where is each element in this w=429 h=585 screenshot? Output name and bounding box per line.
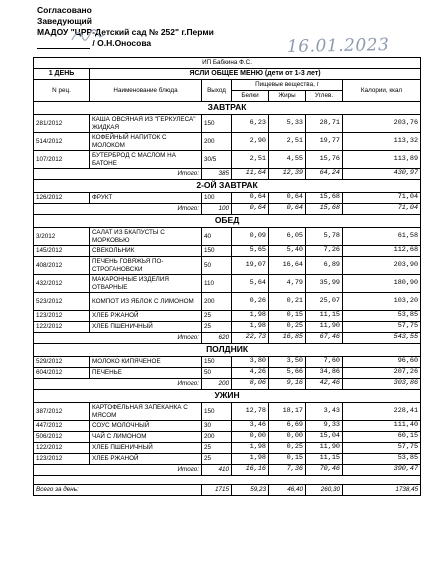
yield-value: 50 [202,257,232,275]
kcal-value: 207,26 [343,368,421,379]
spacer-cell [34,476,421,485]
grand-total-yield: 1715 [202,485,232,496]
menu-day: 1 ДЕНЬ [34,69,90,80]
dish-name: ПЕЧЕНЬ ГОВЯЖЬЯ ПО-СТРОГАНОВСКИ [90,257,202,275]
total-kcal: 543,55 [343,333,421,344]
col-protein: Белки [232,91,269,102]
fat-value: 16,64 [269,257,306,275]
menu-table [33,57,421,496]
kcal-value: 57,75 [343,443,421,454]
table-row [34,311,421,322]
col-dish: Наименование блюда [90,80,202,102]
recipe-number: 523/2012 [34,293,90,311]
yield-value: 200 [202,133,232,151]
dish-name: МОЛОКО КИПЯЧЕНОЕ [90,357,202,368]
protein-value: 1,98 [232,454,269,465]
protein-value: 6,23 [232,115,269,133]
total-protein: 8,06 [232,379,269,390]
col-carbs: Углев. [306,91,343,102]
yield-value: 50 [202,368,232,379]
table-row [34,228,421,246]
kcal-value: 203,90 [343,257,421,275]
recipe-number: 447/2012 [34,421,90,432]
dish-name: КАРТОФЕЛЬНАЯ ЗАПЕКАНКА С МЯСОМ [90,403,202,421]
carbs-value: 15,68 [306,193,343,204]
section-title: ПОЛДНИК [34,344,421,357]
yield-value: 40 [202,228,232,246]
dish-name: ХЛЕБ ПШЕНИЧНЫЙ [90,443,202,454]
kcal-value: 111,40 [343,421,421,432]
total-yield: 620 [202,333,232,344]
kcal-value: 71,04 [343,193,421,204]
total-fat: 0,64 [269,204,306,215]
dish-name: ЧАЙ С ЛИМОНОМ [90,432,202,443]
kcal-value: 61,58 [343,228,421,246]
recipe-number: 123/2012 [34,454,90,465]
table-row [34,133,421,151]
total-fat: 7,36 [269,465,306,476]
table-row [34,293,421,311]
col-yield: Выход [202,80,232,102]
yield-value: 200 [202,293,232,311]
dish-name: ХЛЕБ ПШЕНИЧНЫЙ [90,322,202,333]
total-carbs: 67,46 [306,333,343,344]
protein-value: 2,51 [232,151,269,169]
table-row [34,443,421,454]
total-carbs: 64,24 [306,169,343,180]
protein-value: 1,98 [232,311,269,322]
grand-total-kcal: 1738,45 [343,485,421,496]
protein-value: 3,46 [232,421,269,432]
dish-name: БУТЕРБРОД С МАСЛОМ НА БАТОНЕ [90,151,202,169]
total-label: Итого: [34,379,202,390]
spacer-row [34,476,421,485]
section-total-row [34,204,421,215]
carbs-value: 25,07 [306,293,343,311]
protein-value: 19,07 [232,257,269,275]
fat-value: 0,15 [269,311,306,322]
yield-value: 150 [202,357,232,368]
total-protein: 22,73 [232,333,269,344]
section-title: УЖИН [34,390,421,403]
recipe-number: 122/2012 [34,443,90,454]
total-yield: 200 [202,379,232,390]
yield-value: 110 [202,275,232,293]
dish-name: ПЕЧЕНЬЕ [90,368,202,379]
grand-total-fat: 46,40 [269,485,306,496]
menu-title: ЯСЛИ ОБЩЕЕ МЕНЮ (дети от 1-3 лет) [90,69,421,80]
col-fat: Жиры [269,91,306,102]
carbs-value: 9,33 [306,421,343,432]
total-fat: 16,85 [269,333,306,344]
fat-value: 18,17 [269,403,306,421]
yield-value: 30/5 [202,151,232,169]
carbs-value: 5,78 [306,228,343,246]
protein-value: 12,78 [232,403,269,421]
protein-value: 5,65 [232,246,269,257]
col-nutrients: Пищевые вещества, г [232,80,343,91]
fat-value: 3,50 [269,357,306,368]
approval-line-1: Согласовано [37,5,92,15]
fat-value: 0,25 [269,443,306,454]
carbs-value: 6,89 [306,257,343,275]
kcal-value: 228,41 [343,403,421,421]
table-row [34,421,421,432]
section-total-row [34,379,421,390]
dish-name: ФРУКТ [90,193,202,204]
dish-name: ХЛЕБ РЖАНОЙ [90,454,202,465]
fat-value: 0,25 [269,322,306,333]
table-row [34,275,421,293]
total-protein: 0,64 [232,204,269,215]
section-title: ОБЕД [34,215,421,228]
fat-value: 0,21 [269,293,306,311]
recipe-number: 122/2012 [34,322,90,333]
kcal-value: 96,60 [343,357,421,368]
kcal-value: 53,85 [343,311,421,322]
yield-value: 30 [202,421,232,432]
carbs-value: 11,90 [306,443,343,454]
protein-value: 4,26 [232,368,269,379]
recipe-number: 107/2012 [34,151,90,169]
table-row [34,454,421,465]
total-yield: 385 [202,169,232,180]
carbs-value: 7,26 [306,246,343,257]
protein-value: 0,09 [232,228,269,246]
dish-name: КАША ОВСЯНАЯ ИЗ "ГЕРКУЛЕСА" ЖИДКАЯ [90,115,202,133]
table-row [34,193,421,204]
signature-scribble [70,28,106,44]
section-title: 2-ОЙ ЗАВТРАК [34,180,421,193]
approver-name: / О.Н.Оносова [92,38,152,48]
carbs-value: 15,04 [306,432,343,443]
dish-name: СОУС МОЛОЧНЫЙ [90,421,202,432]
carbs-value: 11,90 [306,322,343,333]
section-header [34,390,421,403]
total-label: Итого: [34,169,202,180]
table-row [34,403,421,421]
fat-value: 6,05 [269,228,306,246]
protein-value: 0,64 [232,193,269,204]
yield-value: 25 [202,443,232,454]
table-row [34,368,421,379]
carbs-value: 11,15 [306,454,343,465]
total-yield: 100 [202,204,232,215]
carbs-value: 28,71 [306,115,343,133]
col-kcal: Калории, ккал [343,80,421,102]
section-title: ЗАВТРАК [34,102,421,115]
protein-value: 1,98 [232,443,269,454]
total-carbs: 70,46 [306,465,343,476]
yield-value: 25 [202,322,232,333]
kcal-value: 180,90 [343,275,421,293]
section-header [34,180,421,193]
fat-value: 0,15 [269,454,306,465]
total-protein: 11,64 [232,169,269,180]
col-recipe: N рец. [34,80,90,102]
yield-value: 100 [202,193,232,204]
total-kcal: 390,47 [343,465,421,476]
carbs-value: 3,43 [306,403,343,421]
total-fat: 12,39 [269,169,306,180]
approval-line-4 [37,38,214,49]
section-total-row [34,333,421,344]
kcal-value: 113,89 [343,151,421,169]
recipe-number: 506/2012 [34,432,90,443]
fat-value: 0,64 [269,193,306,204]
fat-value: 4,79 [269,275,306,293]
kcal-value: 53,85 [343,454,421,465]
yield-value: 25 [202,311,232,322]
fat-value: 4,55 [269,151,306,169]
recipe-number: 432/2012 [34,275,90,293]
fat-value: 5,66 [269,368,306,379]
grand-total-row [34,485,421,496]
section-header [34,215,421,228]
kcal-value: 113,32 [343,133,421,151]
total-kcal: 430,97 [343,169,421,180]
table-row [34,246,421,257]
protein-value: 0,00 [232,432,269,443]
fat-value: 5,40 [269,246,306,257]
table-row [34,322,421,333]
total-protein: 16,16 [232,465,269,476]
section-total-row [34,465,421,476]
table-row [34,357,421,368]
table-row [34,257,421,275]
section-header [34,102,421,115]
table-row [34,115,421,133]
menu-author: ИП Бабкина Ф.С. [34,58,421,69]
total-label: Итого: [34,204,202,215]
section-header [34,344,421,357]
handwritten-date: 16.01.2023 [286,35,390,57]
fat-value: 5,33 [269,115,306,133]
yield-value: 25 [202,454,232,465]
total-kcal: 303,86 [343,379,421,390]
carbs-value: 15,76 [306,151,343,169]
approval-block [37,5,214,49]
protein-value: 5,64 [232,275,269,293]
table-row [34,151,421,169]
kcal-value: 203,76 [343,115,421,133]
kcal-value: 57,75 [343,322,421,333]
approval-line-2: Заведующий [37,16,93,26]
kcal-value: 103,20 [343,293,421,311]
total-carbs: 15,68 [306,204,343,215]
total-yield: 410 [202,465,232,476]
carbs-value: 35,99 [306,275,343,293]
recipe-number: 514/2012 [34,133,90,151]
protein-value: 1,98 [232,322,269,333]
dish-name: КОМПОТ ИЗ ЯБЛОК С ЛИМОНОМ [90,293,202,311]
total-kcal: 71,04 [343,204,421,215]
fat-value: 2,51 [269,133,306,151]
dish-name: САЛАТ ИЗ БКАПУСТЫ С МОРКОВЬЮ [90,228,202,246]
dish-name: МАКАРОННЫЕ ИЗДЕЛИЯ ОТВАРНЫЕ [90,275,202,293]
carbs-value: 11,15 [306,311,343,322]
total-label: Итого: [34,333,202,344]
recipe-number: 145/2012 [34,246,90,257]
yield-value: 150 [202,403,232,421]
kcal-value: 112,68 [343,246,421,257]
protein-value: 3,80 [232,357,269,368]
dish-name: ХЛЕБ РЖАНОЙ [90,311,202,322]
total-carbs: 42,46 [306,379,343,390]
section-total-row [34,169,421,180]
recipe-number: 123/2012 [34,311,90,322]
yield-value: 150 [202,246,232,257]
yield-value: 200 [202,432,232,443]
recipe-number: 126/2012 [34,193,90,204]
yield-value: 150 [202,115,232,133]
recipe-number: 3/2012 [34,228,90,246]
total-label: Итого: [34,465,202,476]
kcal-value: 60,15 [343,432,421,443]
fat-value: 6,69 [269,421,306,432]
carbs-value: 34,86 [306,368,343,379]
total-fat: 9,16 [269,379,306,390]
recipe-number: 529/2012 [34,357,90,368]
recipe-number: 604/2012 [34,368,90,379]
protein-value: 0,26 [232,293,269,311]
grand-total-label: Всего за день: [34,485,202,496]
grand-total-carbs: 260,30 [306,485,343,496]
approval-line-3: МАДОУ "ЦРР-Детский сад № 252" г.Перми [37,27,214,37]
table-row [34,432,421,443]
dish-name: СВЕКОЛЬНИК [90,246,202,257]
carbs-value: 7,60 [306,357,343,368]
recipe-number: 408/2012 [34,257,90,275]
recipe-number: 281/2012 [34,115,90,133]
recipe-number: 387/2012 [34,403,90,421]
grand-total-protein: 59,23 [232,485,269,496]
carbs-value: 19,77 [306,133,343,151]
fat-value: 0,00 [269,432,306,443]
dish-name: КОФЕЙНЫЙ НАПИТОК С МОЛОКОМ [90,133,202,151]
protein-value: 2,90 [232,133,269,151]
